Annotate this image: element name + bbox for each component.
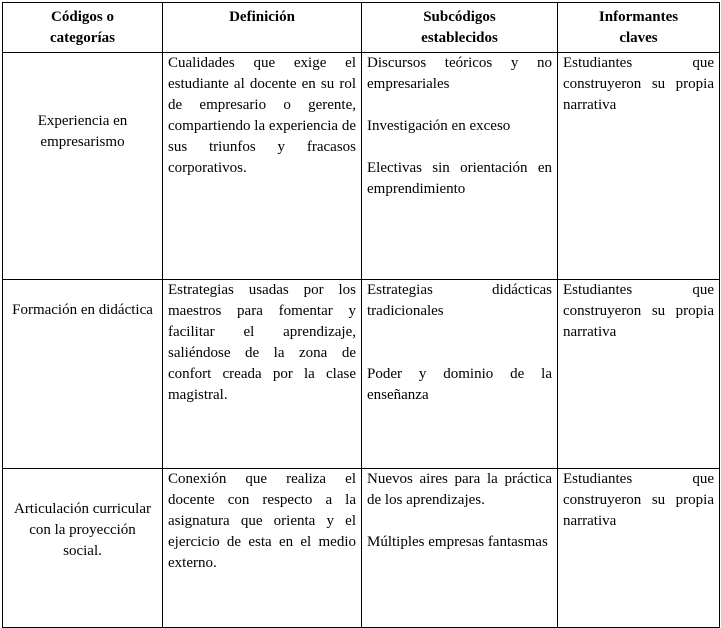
subcode-item: Poder y dominio de la enseñanza [367, 366, 552, 403]
header-informants-line-2: claves [619, 30, 658, 46]
category-cell: Formación en didáctica [3, 280, 163, 469]
header-row [3, 3, 720, 53]
header-informants [558, 3, 720, 53]
header-informants-line-1: Informantes [598, 9, 679, 25]
subcodes-cell [362, 53, 558, 280]
categories-table [2, 2, 720, 628]
subcodes-cell [362, 280, 558, 469]
informants-cell: Estudiantes que construyeron su propia narrativa [558, 280, 720, 469]
subcode-item: Investigación en exceso [367, 118, 511, 134]
table-row [3, 469, 720, 628]
subcode-item: Discursos teóricos y no empresariales [367, 55, 552, 92]
header-codes-categories [3, 3, 163, 53]
table-row [3, 53, 720, 280]
definition-cell: Estrategias usadas por los maestros para fomentar y facilitar el aprendizaje, saliéndose de la zona de confort creada por la clase magistral. [163, 280, 362, 469]
informants-cell: Estudiantes que construyeron su propia narrativa [558, 469, 720, 628]
definition-cell: Cualidades que exige el estudiante al docente en su rol de empresario o gerente, compartiendo la experiencia de sus triunfos y fracasos corporativos. [163, 53, 362, 280]
table-header [3, 3, 720, 53]
subcodes-cell [362, 469, 558, 628]
category-cell: Articulación curricular con la proyección social. [3, 469, 163, 628]
subcode-item: Nuevos aires para la práctica de los aprendizajes. [367, 471, 552, 508]
header-codes-line-1: Códigos o [51, 9, 114, 25]
subcode-item: Estrategias didácticas tradicionales [367, 282, 552, 319]
subcode-item: Electivas sin orientación en emprendimiento [367, 160, 552, 197]
definition-cell: Conexión que realiza el docente con respecto a la asignatura que orienta y el ejercicio de esta en el medio externo. [163, 469, 362, 628]
category-cell: Experiencia en empresarismo [3, 53, 163, 280]
header-definition: Definición [163, 3, 362, 53]
table-body [3, 53, 720, 628]
header-codes-line-2: categorías [50, 30, 115, 46]
informants-cell: Estudiantes que construyeron su propia narrativa [558, 53, 720, 280]
header-subcodes [362, 3, 558, 53]
header-subcodes-line-2: establecidos [421, 30, 498, 46]
subcode-item: Múltiples empresas fantasmas [367, 534, 548, 550]
header-subcodes-line-1: Subcódigos [423, 9, 496, 25]
table-row [3, 280, 720, 469]
